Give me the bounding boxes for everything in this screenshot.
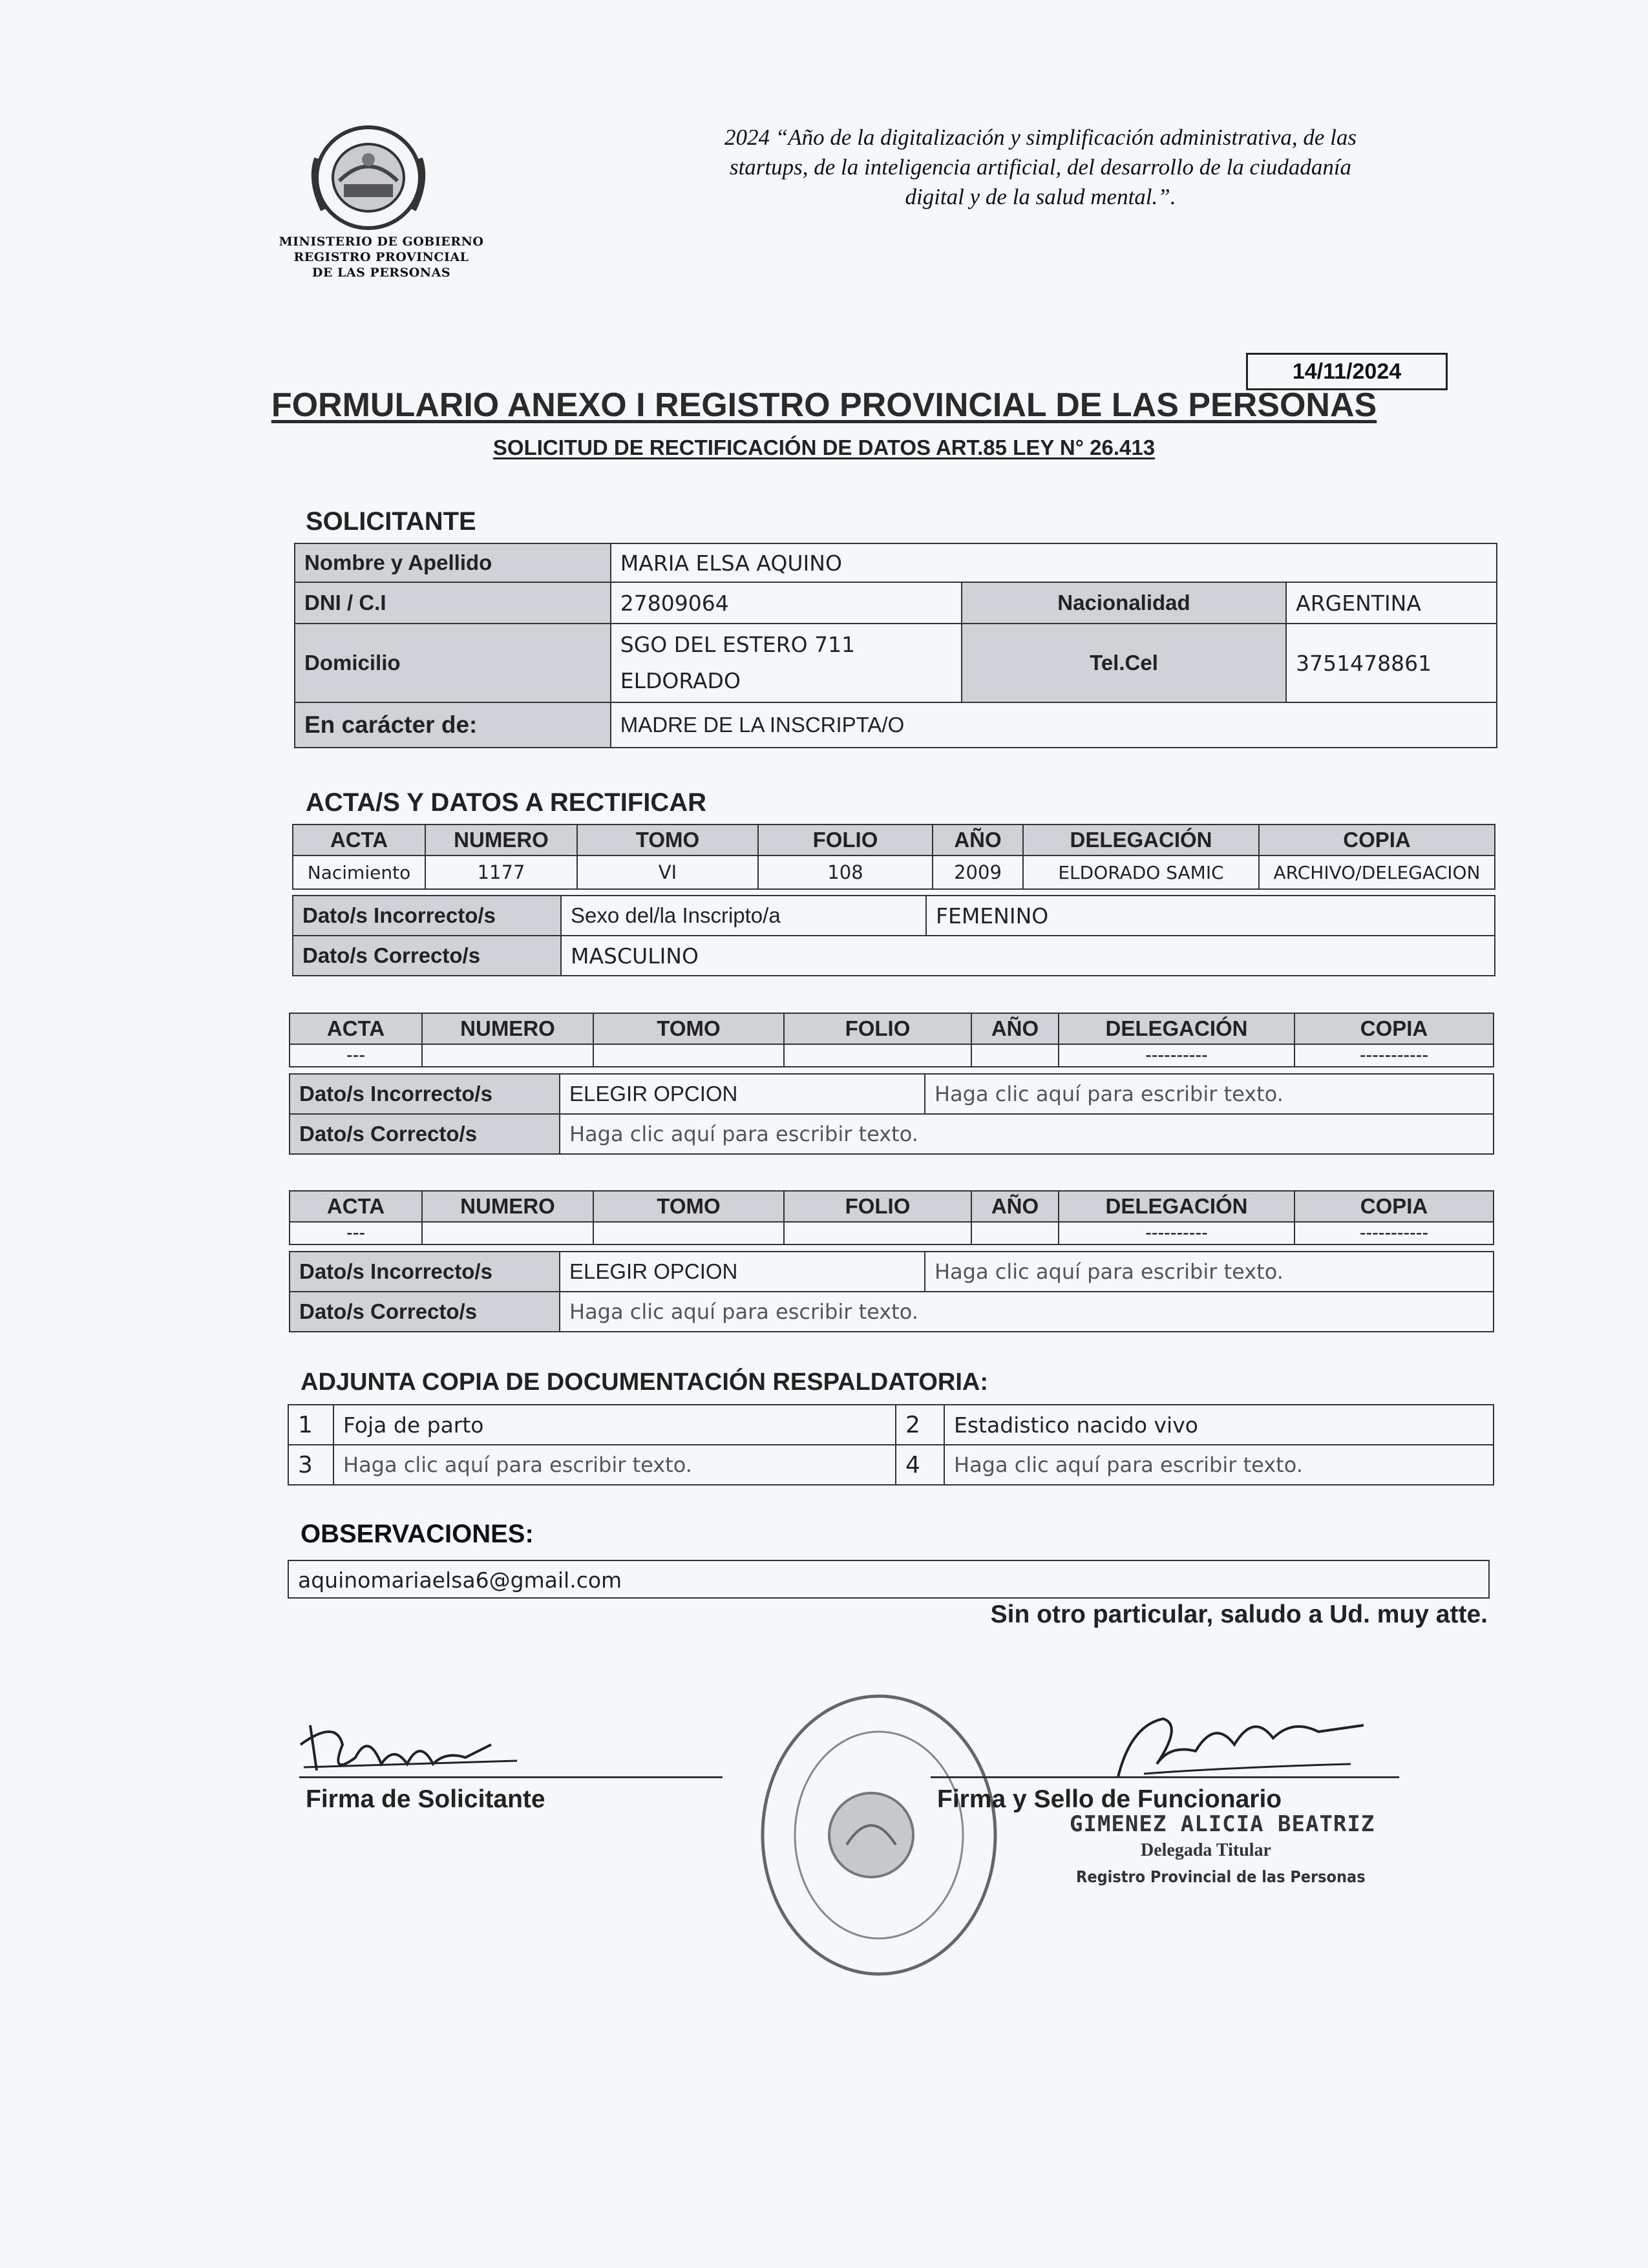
copia-cell[interactable]: ARCHIVO/DELEGACION: [1259, 856, 1495, 889]
official-title: Delegada Titular: [1141, 1840, 1271, 1860]
domicilio-line: ELDORADO: [620, 668, 741, 693]
col-copia: COPIA: [1294, 1013, 1494, 1044]
form-title: FORMULARIO ANEXO I REGISTRO PROVINCIAL DE LAS PERSONAS: [271, 386, 1377, 424]
signature-line: [299, 1776, 723, 1778]
adjunta-item-field[interactable]: Haga clic aquí para escribir texto.: [944, 1445, 1494, 1485]
delegacion-cell[interactable]: ELDORADO SAMIC: [1023, 856, 1259, 889]
acta-data-table-1: [292, 895, 1495, 976]
funcionario-signature-label: Firma y Sello de Funcionario: [937, 1785, 1282, 1813]
dni-label: DNI / C.I: [295, 582, 611, 624]
closing-text: Sin otro particular, saludo a Ud. muy atte.: [990, 1601, 1488, 1628]
col-numero: NUMERO: [422, 1191, 593, 1222]
col-folio: FOLIO: [784, 1191, 971, 1222]
tomo-cell[interactable]: [593, 1044, 784, 1067]
copia-cell[interactable]: -----------: [1294, 1044, 1494, 1067]
correct-value-field[interactable]: Haga clic aquí para escribir texto.: [560, 1292, 1494, 1332]
nacionalidad-field[interactable]: ARGENTINA: [1286, 582, 1497, 624]
solicitante-signature-label: Firma de Solicitante: [306, 1785, 545, 1813]
acta-table-3: [289, 1190, 1494, 1245]
anio-cell[interactable]: [971, 1222, 1059, 1244]
official-office: Registro Provincial de las Personas: [1076, 1867, 1366, 1886]
incorrect-label: Dato/s Incorrecto/s: [290, 1252, 560, 1292]
province-seal: [304, 120, 446, 239]
handwritten-signature: [297, 1706, 530, 1783]
anio-cell[interactable]: 2009: [933, 856, 1023, 889]
year-motto: [653, 123, 1428, 212]
observaciones-heading: OBSERVACIONES:: [301, 1520, 534, 1548]
correct-value-field[interactable]: MASCULINO: [561, 936, 1495, 976]
anio-cell[interactable]: [971, 1044, 1059, 1067]
numero-cell[interactable]: [422, 1222, 593, 1244]
tomo-cell[interactable]: [593, 1222, 784, 1244]
correct-label: Dato/s Correcto/s: [290, 1292, 560, 1332]
actas-heading: ACTA/S Y DATOS A RECTIFICAR: [306, 788, 707, 817]
numero-cell[interactable]: [422, 1044, 593, 1067]
adjunta-heading: ADJUNTA COPIA DE DOCUMENTACIÓN RESPALDATORIA:: [301, 1369, 988, 1396]
correct-label: Dato/s Correcto/s: [290, 1114, 560, 1154]
table-row: [293, 856, 1495, 889]
acta-data-table-2: [289, 1073, 1494, 1155]
adjunta-number: 4: [896, 1445, 944, 1485]
incorrect-value-field[interactable]: FEMENINO: [926, 896, 1495, 936]
col-delegacion: DELEGACIÓN: [1059, 1191, 1294, 1222]
form-date: 14/11/2024: [1246, 353, 1448, 390]
correct-label: Dato/s Correcto/s: [293, 936, 561, 976]
incorrect-value-field[interactable]: Haga clic aquí para escribir texto.: [925, 1252, 1494, 1292]
col-delegacion: DELEGACIÓN: [1023, 824, 1259, 856]
solicitante-table: [294, 543, 1497, 748]
nacionalidad-label: Nacionalidad: [962, 582, 1286, 624]
col-numero: NUMERO: [425, 824, 577, 856]
ministry-line: MINISTERIO DE GOBIERNO: [279, 235, 484, 249]
motto-line: digital y de la salud mental.”.: [905, 184, 1176, 209]
col-acta: ACTA: [290, 1013, 422, 1044]
solicitante-heading: SOLICITANTE: [306, 507, 476, 536]
motto-line: startups, de la inteligencia artificial, del desarrollo de la ciudadanía: [729, 154, 1352, 180]
col-anio: AÑO: [933, 824, 1023, 856]
incorrect-field-select[interactable]: Sexo del/la Inscripto/a: [561, 896, 926, 936]
table-row: [290, 1044, 1494, 1067]
acta-table-2: [289, 1013, 1494, 1067]
tomo-cell[interactable]: VI: [577, 856, 758, 889]
tel-field[interactable]: 3751478861: [1286, 624, 1497, 702]
incorrect-field-select[interactable]: ELEGIR OPCION: [560, 1252, 925, 1292]
ministry-name: [275, 234, 488, 280]
incorrect-label: Dato/s Incorrecto/s: [293, 896, 561, 936]
col-folio: FOLIO: [784, 1013, 971, 1044]
official-name: GIMENEZ ALICIA BEATRIZ: [1070, 1811, 1375, 1837]
tel-label: Tel.Cel: [962, 624, 1286, 702]
adjunta-item-field[interactable]: Foja de parto: [333, 1405, 896, 1445]
folio-cell[interactable]: 108: [758, 856, 933, 889]
incorrect-label: Dato/s Incorrecto/s: [290, 1074, 560, 1114]
name-label: Nombre y Apellido: [295, 543, 611, 582]
ministry-line: REGISTRO PROVINCIAL: [293, 250, 469, 264]
incorrect-field-select[interactable]: ELEGIR OPCION: [560, 1074, 925, 1114]
adjunta-table: [288, 1404, 1494, 1486]
domicilio-field[interactable]: [611, 624, 962, 702]
motto-line: 2024 “Año de la digitalización y simplificación administrativa, de las: [724, 125, 1357, 150]
adjunta-number: 3: [288, 1445, 333, 1485]
delegacion-cell[interactable]: ----------: [1059, 1044, 1294, 1067]
caracter-label: En carácter de:: [295, 702, 611, 748]
col-acta: ACTA: [290, 1191, 422, 1222]
form-subtitle: SOLICITUD DE RECTIFICACIÓN DE DATOS ART.85 LEY N° 26.413: [492, 436, 1156, 459]
col-folio: FOLIO: [758, 824, 933, 856]
acta-cell[interactable]: ---: [290, 1222, 422, 1244]
col-delegacion: DELEGACIÓN: [1059, 1013, 1294, 1044]
col-anio: AÑO: [971, 1013, 1059, 1044]
col-tomo: TOMO: [577, 824, 758, 856]
correct-value-field[interactable]: Haga clic aquí para escribir texto.: [560, 1114, 1494, 1154]
official-stamp: [756, 1690, 1002, 1980]
col-tomo: TOMO: [593, 1191, 784, 1222]
signature-line: [931, 1776, 1399, 1778]
acta-cell[interactable]: ---: [290, 1044, 422, 1067]
folio-cell[interactable]: [784, 1222, 971, 1244]
caracter-field[interactable]: MADRE DE LA INSCRIPTA/O: [611, 702, 1497, 748]
folio-cell[interactable]: [784, 1044, 971, 1067]
name-field[interactable]: MARIA ELSA AQUINO: [611, 543, 1497, 582]
col-copia: COPIA: [1294, 1191, 1494, 1222]
adjunta-number: 1: [288, 1405, 333, 1445]
col-numero: NUMERO: [422, 1013, 593, 1044]
acta-data-table-3: [289, 1251, 1494, 1332]
col-acta: ACTA: [293, 824, 425, 856]
adjunta-item-field[interactable]: Estadistico nacido vivo: [944, 1405, 1494, 1445]
copia-cell[interactable]: -----------: [1294, 1222, 1494, 1244]
stamp-seal: [756, 1690, 1002, 1980]
adjunta-number: 2: [896, 1405, 944, 1445]
acta-cell[interactable]: Nacimiento: [293, 856, 425, 889]
seal-emblem: [304, 120, 433, 236]
col-tomo: TOMO: [593, 1013, 784, 1044]
col-anio: AÑO: [971, 1191, 1059, 1222]
incorrect-value-field[interactable]: Haga clic aquí para escribir texto.: [925, 1074, 1494, 1114]
domicilio-label: Domicilio: [295, 624, 611, 702]
table-row: [290, 1222, 1494, 1244]
col-copia: COPIA: [1259, 824, 1495, 856]
numero-cell[interactable]: 1177: [425, 856, 577, 889]
domicilio-line: SGO DEL ESTERO 711: [620, 632, 856, 657]
delegacion-cell[interactable]: ----------: [1059, 1222, 1294, 1244]
ministry-line: DE LAS PERSONAS: [312, 266, 451, 280]
adjunta-item-field[interactable]: Haga clic aquí para escribir texto.: [333, 1445, 896, 1485]
observaciones-field[interactable]: aquinomariaelsa6@gmail.com: [288, 1560, 1490, 1599]
dni-field[interactable]: 27809064: [611, 582, 962, 624]
solicitante-signature: [297, 1706, 530, 1783]
acta-table-1: [292, 824, 1495, 890]
